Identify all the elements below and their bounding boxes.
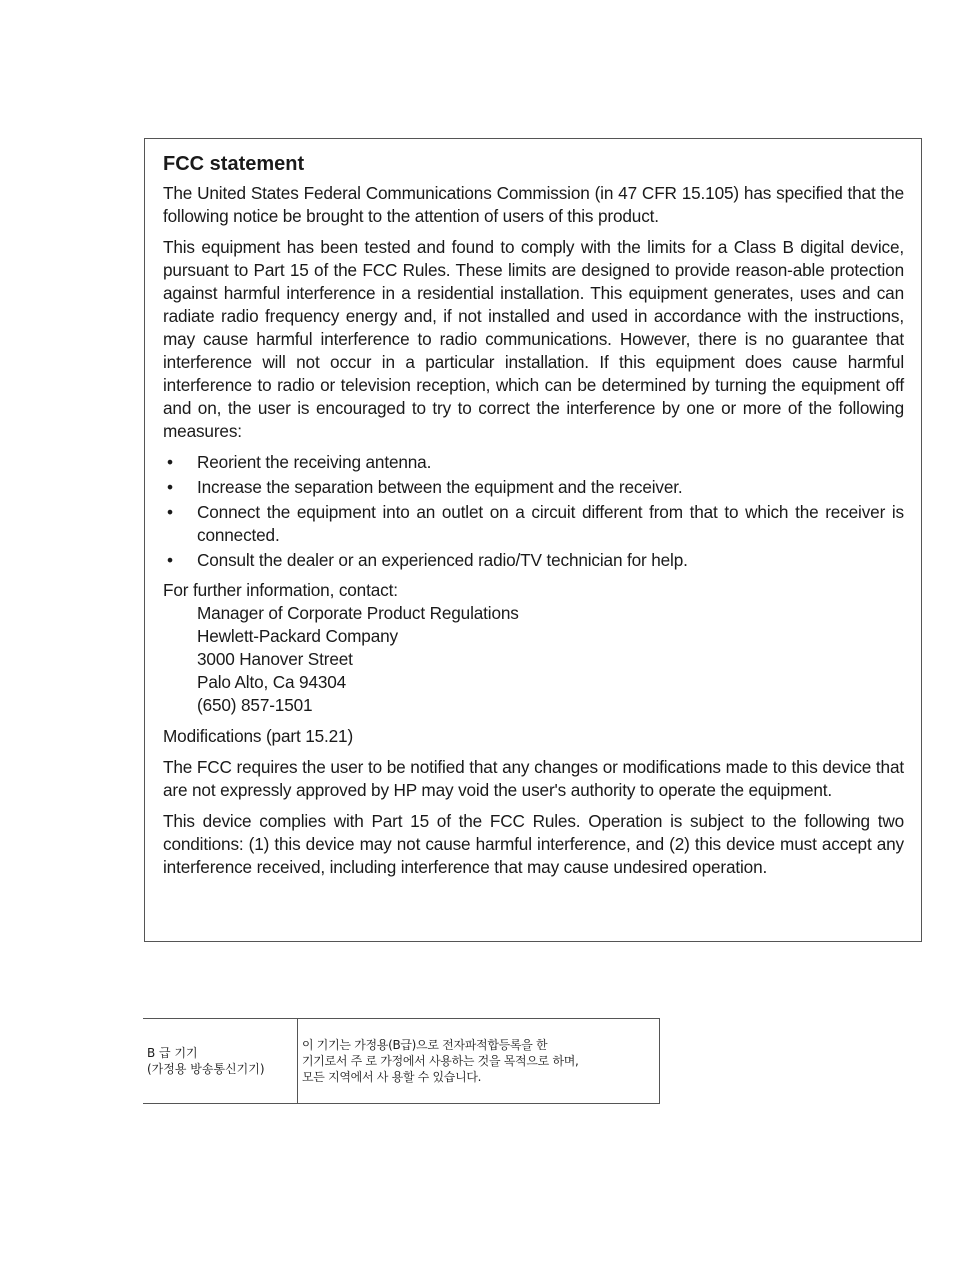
class-description-line: 기기로서 주 로 가정에서 사용하는 것을 목적으로 하며,	[302, 1054, 579, 1068]
list-item-text: Increase the separation between the equipment and the receiver.	[197, 477, 683, 497]
fcc-title: FCC statement	[163, 153, 305, 175]
class-description-cell	[298, 1019, 660, 1104]
fcc-body-paragraph: This equipment has been tested and found to comply with the limits for a Class B digital device, pursuant to Part 15 of the FCC Rules. These limits are designed to provide reason-able protection against harmful interference in a residential installation. This equipment generates, uses and can radiate radio frequency energy and, if not installed and used in accordance with the instructions, may cause harmful interference to radio communications. However, there is no guarantee that interference will not occur in a particular installation. If this equipment does cause harmful interference to radio or television reception, which can be determined by turning the equipment off and on, the user is encouraged to try to correct the interference by one or more of the following measures:	[163, 237, 904, 441]
modifications-heading: Modifications (part 15.21)	[163, 726, 354, 746]
table-row	[143, 1019, 660, 1104]
list-item	[163, 549, 904, 572]
bullet-icon: •	[167, 477, 173, 497]
class-label-line: (가정용 방송통신기기)	[147, 1062, 265, 1076]
list-item-text: Reorient the receiving antenna.	[197, 452, 432, 472]
measures-list	[163, 451, 904, 572]
contact-line: Palo Alto, Ca 94304	[197, 672, 347, 692]
contact-heading: For further information, contact:	[163, 580, 398, 600]
contact-line: Hewlett-Packard Company	[197, 626, 398, 646]
class-description-line: 모든 지역에서 사 용할 수 있습니다.	[302, 1070, 482, 1084]
contact-line: 3000 Hanover Street	[197, 649, 353, 669]
contact-line: Manager of Corporate Product Regulations	[197, 603, 519, 623]
korean-class-b-notice-table	[143, 1018, 660, 1104]
bullet-icon: •	[167, 452, 173, 472]
list-item	[163, 476, 904, 499]
contact-address-block	[197, 602, 904, 717]
contact-phone: (650) 857-1501	[197, 695, 313, 715]
list-item	[163, 451, 904, 474]
compliance-paragraph: This device complies with Part 15 of the FCC Rules. Operation is subject to the following two conditions: (1) this device may not cause harmful interference, and (2) this device must accept any interference received, including interference that may cause undesired operation.	[163, 811, 904, 877]
list-item-text: Consult the dealer or an experienced radio/TV technician for help.	[197, 550, 688, 570]
list-item-text: Connect the equipment into an outlet on a circuit different from that to which the receiver is connected.	[197, 502, 904, 545]
class-label-line: B 급 기기	[147, 1046, 198, 1060]
fcc-statement-box	[144, 138, 922, 942]
modifications-paragraph: The FCC requires the user to be notified that any changes or modifications made to this device that are not expressly approved by HP may void the user's authority to operate the equipment.	[163, 757, 904, 800]
bullet-icon: •	[167, 550, 173, 570]
list-item	[163, 501, 904, 547]
class-label-cell	[143, 1019, 298, 1104]
fcc-intro-paragraph: The United States Federal Communications Commission (in 47 CFR 15.105) has specified that the following notice be brought to the attention of users of this product.	[163, 183, 904, 226]
class-description-line: 이 기기는 가정용(B급)으로 전자파적합등록을 한	[302, 1038, 548, 1052]
bullet-icon: •	[167, 502, 173, 522]
